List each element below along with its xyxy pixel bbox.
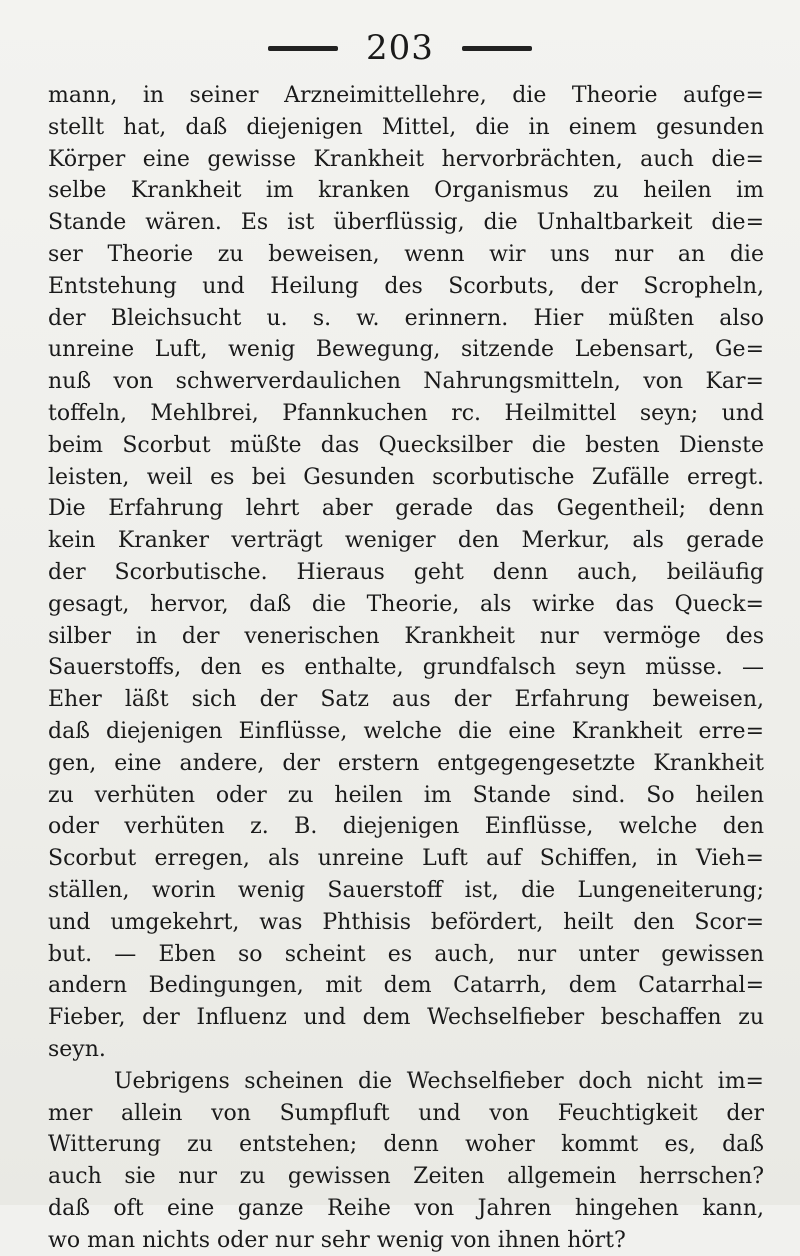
text-line: der Scorbutische. Hieraus geht denn auch, beiläufig: [48, 559, 764, 585]
text-line: gen, eine andere, der erstern entgegengesetzte Krankheit: [48, 750, 764, 776]
text-line: silber in der venerischen Krankheit nur vermöge des: [48, 623, 764, 649]
text-line: andern Bedingungen, mit dem Catarrh, dem Catarrhal=: [48, 973, 764, 999]
text-line: Stande wären. Es ist überflüssig, die Unhaltbarkeit die=: [48, 210, 764, 236]
text-line: und umgekehrt, was Phthisis befördert, heilt den Scor=: [48, 909, 764, 935]
text-line: ser Theorie zu beweisen, wenn wir uns nur an die: [48, 241, 764, 267]
text-line: Körper eine gewisse Krankheit hervorbrächten, auch die=: [48, 146, 764, 172]
text-line: Entstehung und Heilung des Scorbuts, der Scropheln,: [48, 273, 764, 299]
text-line: ställen, worin wenig Sauerstoff ist, die Lungeneiterung;: [48, 877, 764, 903]
text-line: daß diejenigen Einflüsse, welche die eine Krankheit erre=: [48, 718, 764, 744]
text-line: kein Kranker verträgt weniger den Merkur, als gerade: [48, 528, 764, 554]
page-header: [0, 28, 800, 68]
text-line: leisten, weil es bei Gesunden scorbutische Zufälle erregt.: [48, 464, 764, 490]
text-line: auch sie nur zu gewissen Zeiten allgemein herrschen?: [48, 1164, 764, 1190]
text-line: seyn.: [48, 1036, 106, 1062]
text-line: mer allein von Sumpfluft und von Feuchtigkeit der: [48, 1100, 764, 1126]
text-line: gesagt, hervor, daß die Theorie, als wirke das Queck=: [48, 591, 764, 617]
text-line: Witterung zu entstehen; denn woher kommt es, daß: [48, 1132, 764, 1158]
text-line: Sauerstoffs, den es enthalte, grundfalsch seyn müsse. —: [48, 655, 764, 681]
header-rule-left: [268, 46, 338, 51]
text-line: stellt hat, daß diejenigen Mittel, die in einem gesunden: [48, 114, 764, 140]
text-line: Uebrigens scheinen die Wechselfieber doch nicht im=: [114, 1068, 764, 1094]
text-line: beim Scorbut müßte das Quecksilber die besten Dienste: [48, 432, 764, 458]
text-line: der Bleichsucht u. s. w. erinnern. Hier müßten also: [48, 305, 764, 331]
text-line: oder verhüten z. B. diejenigen Einflüsse, welche den: [48, 814, 764, 840]
text-line: selbe Krankheit im kranken Organismus zu heilen im: [48, 178, 764, 204]
text-line: daß oft eine ganze Reihe von Jahren hingehen kann,: [48, 1195, 764, 1221]
text-line: nuß von schwerverdaulichen Nahrungsmitteln, von Kar=: [48, 369, 764, 395]
text-line: but. — Eben so scheint es auch, nur unter gewissen: [48, 941, 764, 967]
header-rule-right: [462, 46, 532, 51]
text-line: Die Erfahrung lehrt aber gerade das Gegentheil; denn: [48, 496, 764, 522]
text-line: unreine Luft, wenig Bewegung, sitzende Lebensart, Ge=: [48, 337, 764, 363]
body-text: [48, 80, 764, 1256]
text-line: toffeln, Mehlbrei, Pfannkuchen rc. Heilmittel seyn; und: [48, 400, 764, 426]
text-line: Fieber, der Influenz und dem Wechselfieber beschaffen zu: [48, 1005, 764, 1031]
text-line: Scorbut erregen, als unreine Luft auf Schiffen, in Vieh=: [48, 846, 764, 872]
text-line: mann, in seiner Arzneimittellehre, die Theorie aufge=: [48, 83, 764, 108]
text-line: zu verhüten oder zu heilen im Stande sind. So heilen: [48, 782, 764, 808]
text-line: wo man nichts oder nur sehr wenig von ihnen hört?: [48, 1227, 626, 1253]
page-number: 203: [366, 28, 434, 68]
text-line: Eher läßt sich der Satz aus der Erfahrung beweisen,: [48, 687, 764, 713]
